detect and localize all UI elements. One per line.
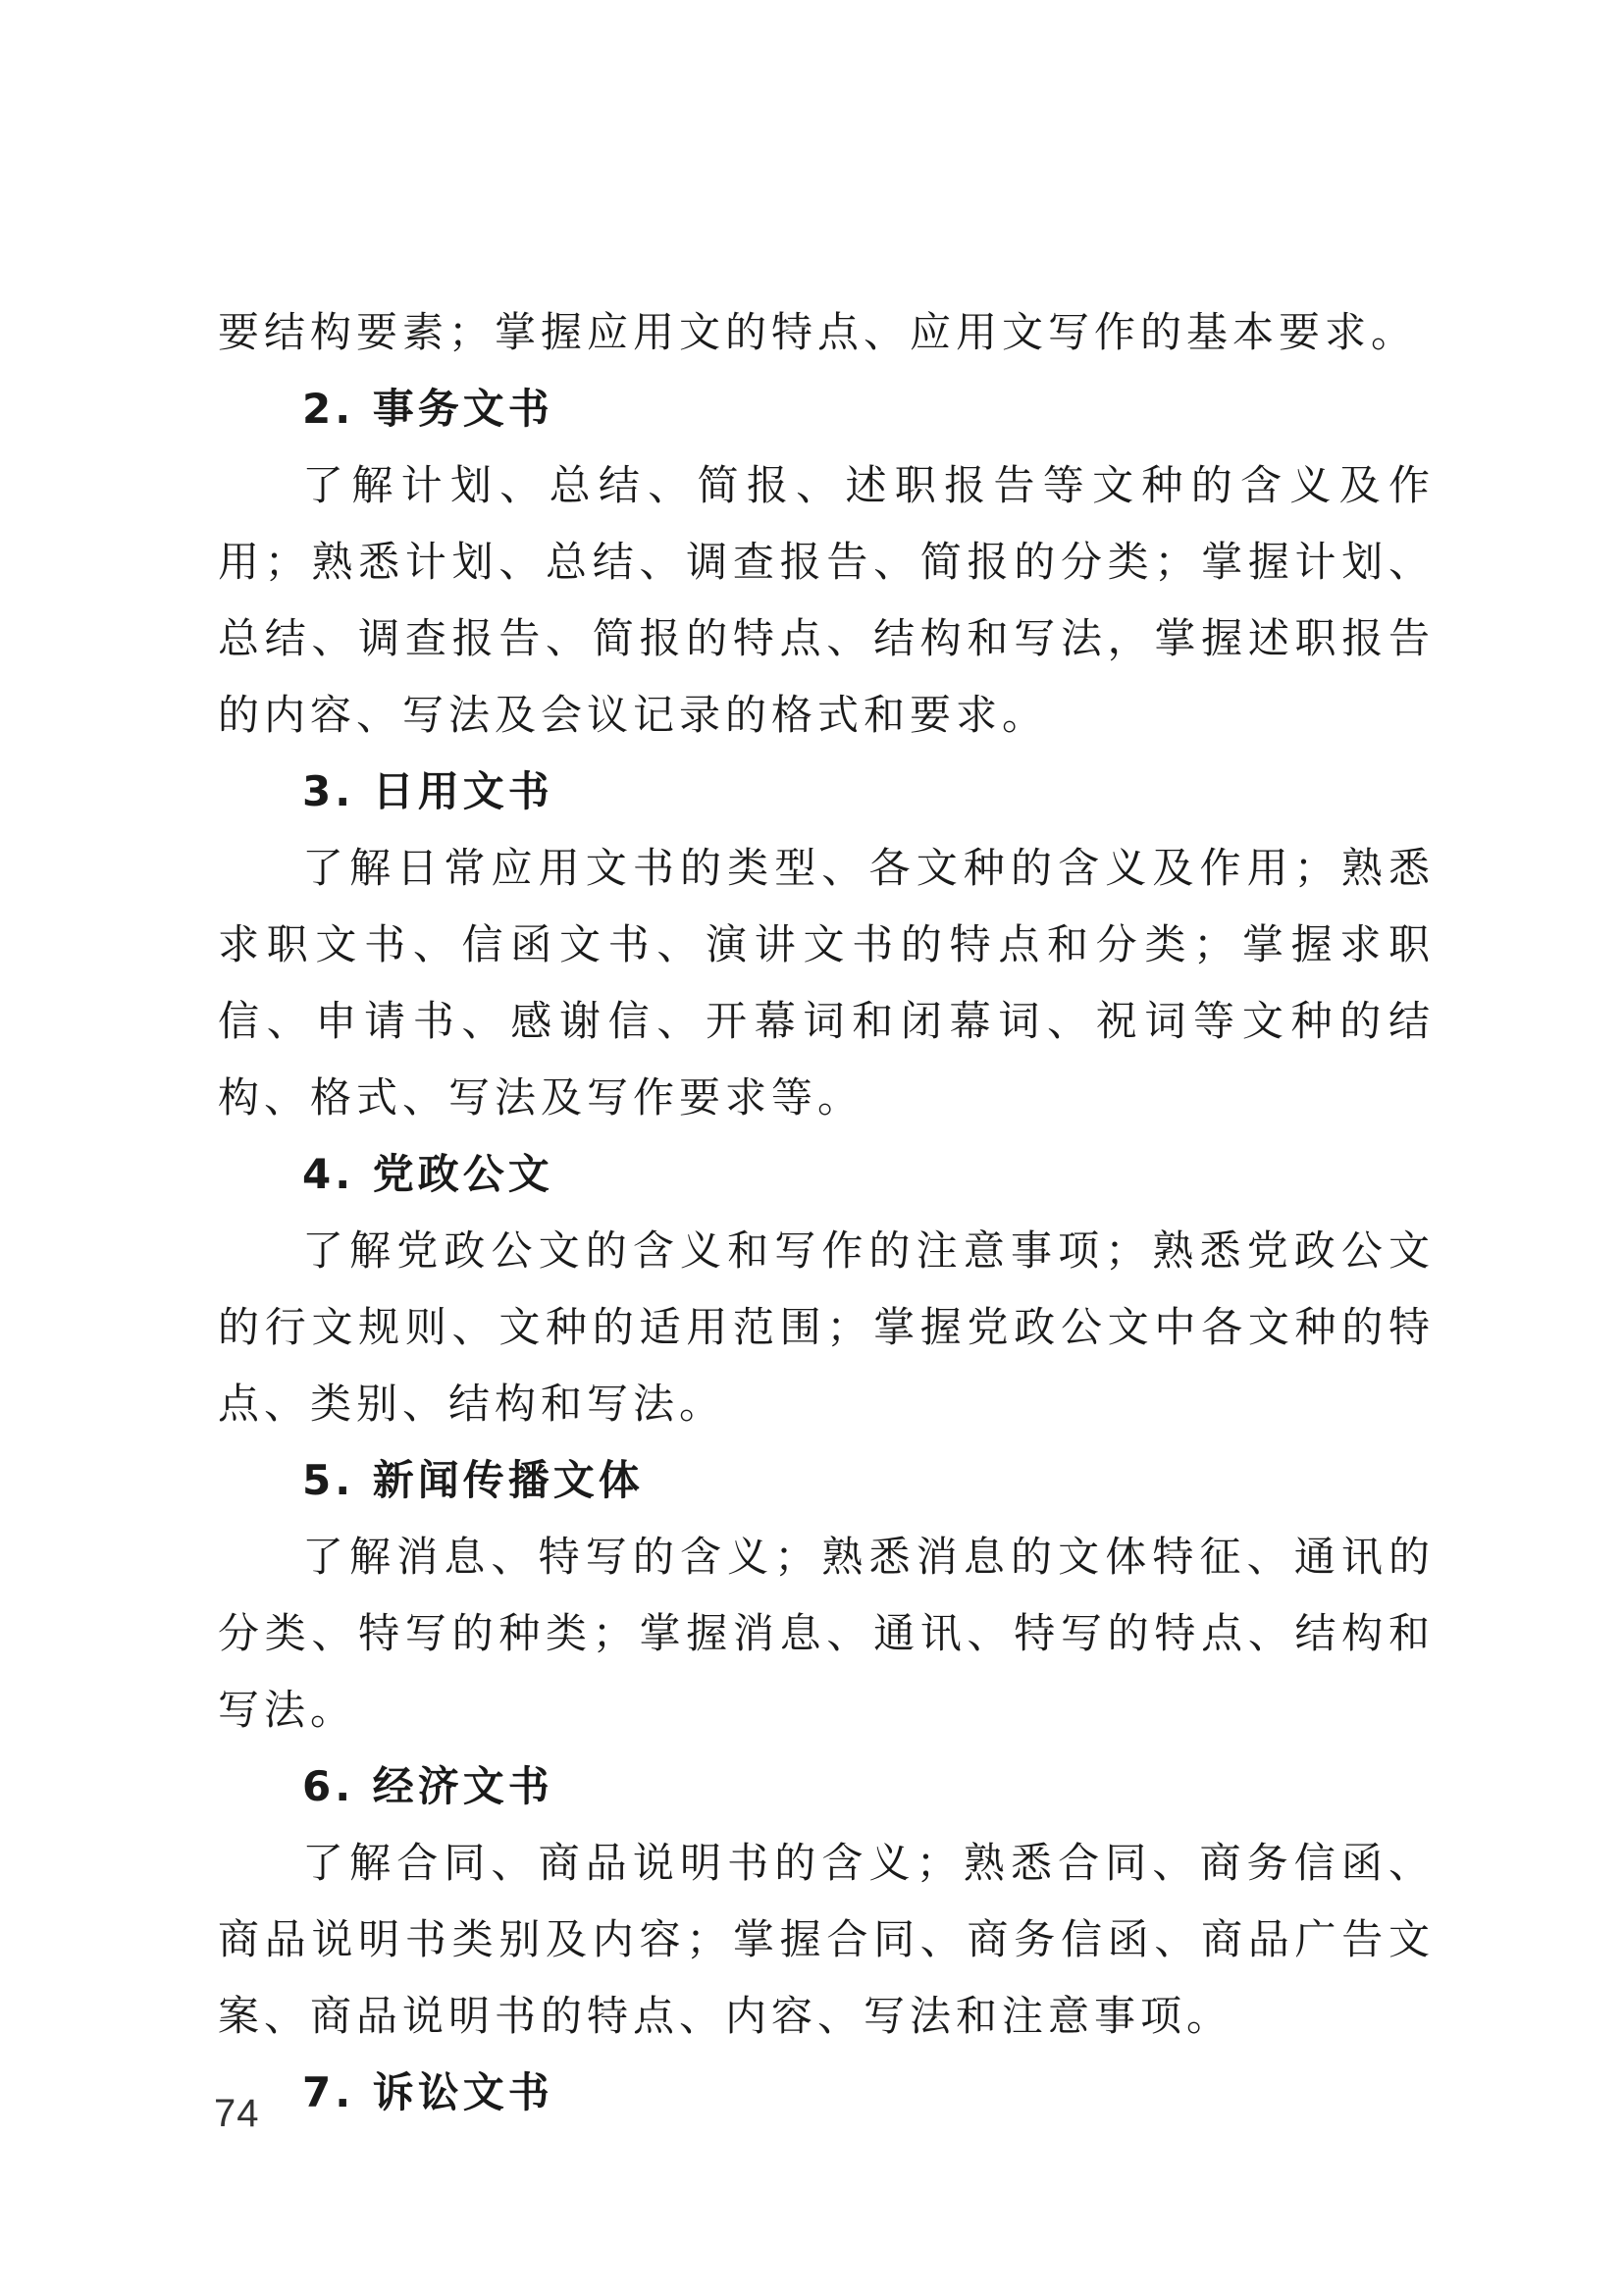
document-page bbox=[218, 294, 1435, 2131]
section-heading: 4. 党政公文 bbox=[302, 1150, 553, 1198]
section-heading: 5. 新闻传播文体 bbox=[302, 1456, 644, 1504]
section-body: 了解消息、特写的含义；熟悉消息的文体特征、通讯的分类、特写的种类；掌握消息、通讯、特写的特点、结构和写法。 bbox=[218, 1533, 1435, 1734]
section-body: 了解日常应用文书的类型、各文种的含义及作用；熟悉求职文书、信函文书、演讲文书的特点和分类；掌握求职信、申请书、感谢信、开幕词和闭幕词、祝词等文种的结构、格式、写法及写作要求等。 bbox=[218, 844, 1435, 1121]
section-4 bbox=[218, 1136, 1435, 1442]
section-body: 了解党政公文的含义和写作的注意事项；熟悉党政公文的行文规则、文种的适用范围；掌握党政公文中各文种的特点、类别、结构和写法。 bbox=[218, 1226, 1435, 1428]
intro-continuation-paragraph: 要结构要素；掌握应用文的特点、应用文写作的基本要求。 bbox=[218, 308, 1418, 356]
section-heading: 7. 诉讼文书 bbox=[302, 2068, 553, 2116]
section-body: 了解计划、总结、简报、述职报告等文种的含义及作用；熟悉计划、总结、调查报告、简报的分类；掌握计划、总结、调查报告、简报的特点、结构和写法，掌握述职报告的内容、写法及会议记录的格式和要求。 bbox=[218, 461, 1435, 739]
section-heading: 2. 事务文书 bbox=[302, 385, 553, 433]
section-3 bbox=[218, 754, 1435, 1136]
section-2 bbox=[218, 371, 1435, 754]
page-number: 74 bbox=[214, 2092, 260, 2135]
section-body: 了解合同、商品说明书的含义；熟悉合同、商务信函、商品说明书类别及内容；掌握合同、商务信函、商品广告文案、商品说明书的特点、内容、写法和注意事项。 bbox=[218, 1839, 1435, 2040]
section-6 bbox=[218, 1748, 1435, 2055]
section-heading: 6. 经济文书 bbox=[302, 1762, 553, 1810]
section-5 bbox=[218, 1442, 1435, 1748]
section-7 bbox=[218, 2055, 1435, 2131]
section-heading: 3. 日用文书 bbox=[302, 767, 553, 815]
